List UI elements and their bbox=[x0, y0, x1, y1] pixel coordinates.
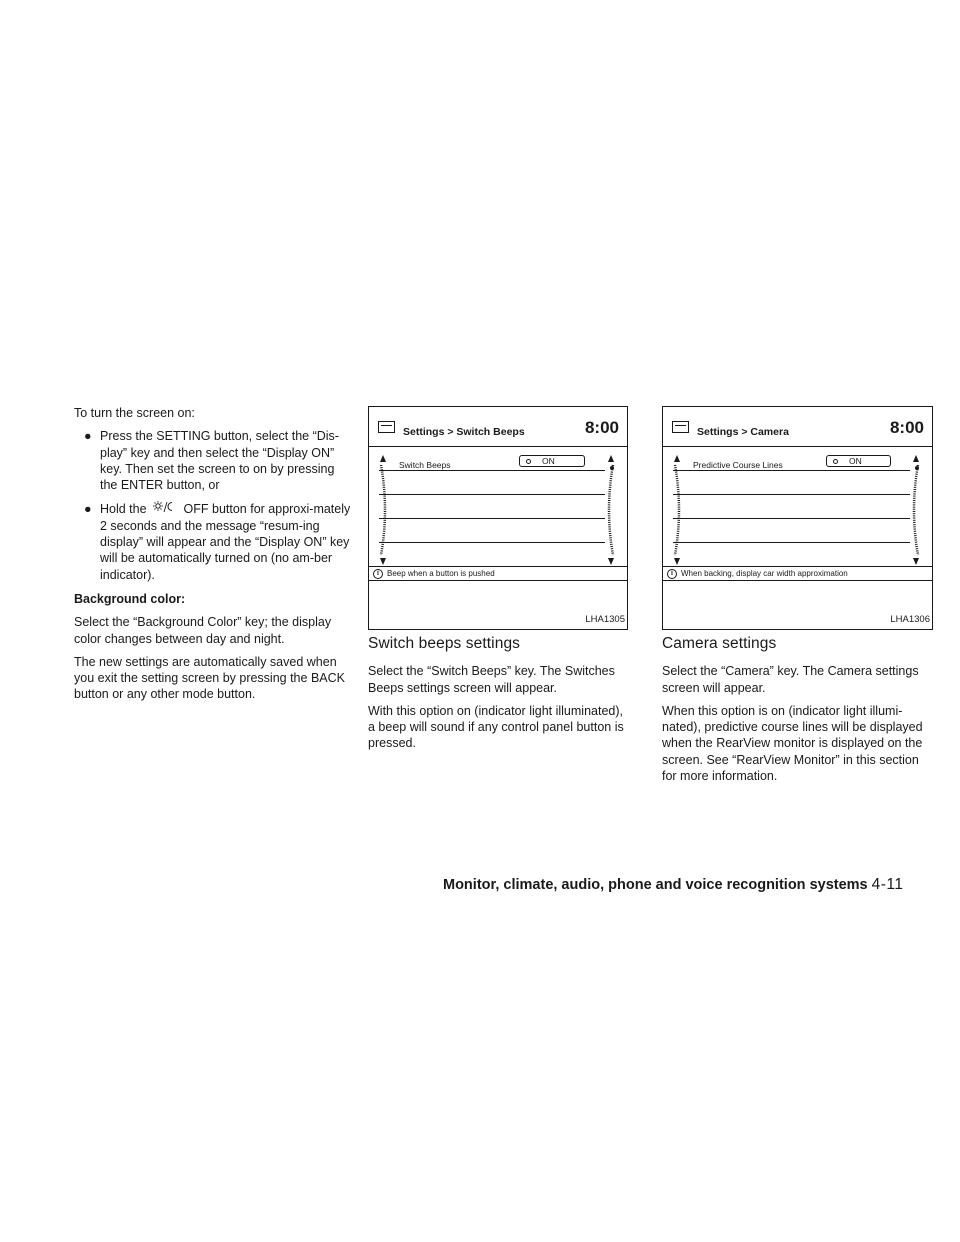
background-color-heading: Background color: bbox=[74, 591, 186, 606]
screen-on-intro: To turn the screen on: bbox=[74, 406, 195, 420]
list-item bbox=[673, 471, 910, 495]
settings-list bbox=[369, 447, 627, 566]
screen-info-bar bbox=[369, 566, 627, 581]
switch-beeps-row[interactable] bbox=[379, 447, 605, 471]
switch-beeps-heading: Switch beeps settings bbox=[368, 635, 521, 652]
info-text: Beep when a button is pushed bbox=[387, 569, 495, 578]
list-item bbox=[673, 519, 910, 543]
settings-saved-text: The new settings are automatically saved when you exit the setting screen by pressing the BACK button or any other mode button. bbox=[74, 654, 345, 702]
switch-beeps-toggle[interactable]: ON bbox=[519, 455, 585, 467]
indicator-light bbox=[526, 459, 531, 464]
bullet-text: OFF button for approxi-mately 2 seconds and the message “resum-ing display” will appear and the “Display ON” key will be automatically turned on (no am-ber indicator). bbox=[100, 502, 351, 582]
predictive-course-lines-row[interactable] bbox=[673, 447, 910, 471]
list-item bbox=[673, 495, 910, 519]
list-item bbox=[379, 471, 605, 495]
figure-label: LHA1305 bbox=[585, 613, 625, 625]
list-item bbox=[379, 495, 605, 519]
switch-beeps-text-2: With this option on (indicator light illuminated), a beep will sound if any control panel button is pressed. bbox=[368, 703, 624, 751]
hold-the-text: Hold the bbox=[100, 502, 147, 517]
screen-header bbox=[369, 407, 627, 447]
menu-icon bbox=[378, 421, 395, 433]
page-number: 4-11 bbox=[871, 876, 904, 893]
column-right bbox=[662, 406, 933, 791]
setting-label: Switch Beeps bbox=[399, 460, 451, 470]
settings-list bbox=[663, 447, 932, 566]
camera-settings-heading: Camera settings bbox=[662, 635, 777, 652]
bullet-dot: ● bbox=[84, 502, 92, 517]
indicator-light bbox=[833, 459, 838, 464]
bullet-hold-button bbox=[74, 501, 351, 582]
figure-label: LHA1306 bbox=[890, 613, 930, 625]
column-left bbox=[74, 405, 351, 710]
setting-label: Predictive Course Lines bbox=[693, 460, 783, 470]
section-title: Monitor, climate, audio, phone and voice recognition systems bbox=[443, 877, 868, 893]
bullet-text: Press the SETTING button, select the “Dis-play” key and then select the “Display ON” key. Then set the screen to on by pressing the ENTER button, or bbox=[100, 429, 339, 493]
bullet-setting-button bbox=[74, 428, 351, 493]
info-icon: i bbox=[373, 569, 383, 579]
column-middle bbox=[368, 406, 628, 759]
screen-header bbox=[663, 407, 932, 447]
camera-settings-text-2: When this option is on (indicator light illumi-nated), predictive course lines will be displayed when the RearView monitor is displayed on the screen. See “RearView Monitor” in this section for more information. bbox=[662, 703, 923, 784]
screen-clock: 8:00 bbox=[584, 418, 619, 437]
camera-settings-text-1: Select the “Camera” key. The Camera settings screen will appear. bbox=[662, 664, 919, 695]
screen-clock: 8:00 bbox=[889, 418, 924, 437]
background-color-text: Select the “Background Color” key; the display color changes between day and night. bbox=[74, 615, 332, 646]
info-text: When backing, display car width approximation bbox=[681, 569, 848, 578]
info-icon: i bbox=[667, 569, 677, 579]
menu-icon bbox=[672, 421, 689, 433]
list-item bbox=[673, 543, 910, 566]
switch-beeps-text-1: Select the “Switch Beeps” key. The Switches Beeps settings screen will appear. bbox=[368, 664, 615, 695]
camera-screen-figure bbox=[662, 406, 933, 630]
screen-title: Settings > Switch Beeps bbox=[403, 426, 525, 438]
brightness-day-night-icon bbox=[152, 501, 178, 513]
screen-title: Settings > Camera bbox=[697, 426, 789, 438]
list-item bbox=[379, 543, 605, 566]
list-item bbox=[379, 519, 605, 543]
screen-info-bar bbox=[663, 566, 932, 581]
predictive-course-lines-toggle[interactable]: ON bbox=[826, 455, 891, 467]
switch-beeps-screen-figure bbox=[368, 406, 628, 630]
page-footer bbox=[443, 876, 938, 894]
bullet-dot: ● bbox=[84, 429, 92, 444]
